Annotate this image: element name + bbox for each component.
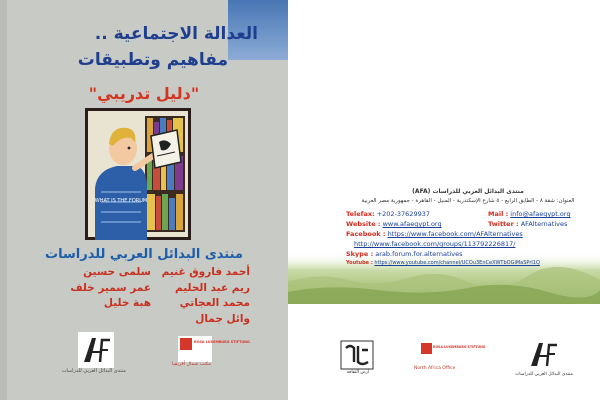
telefax-label: Telefax: [346, 210, 375, 218]
youtube-row [346, 260, 540, 266]
afa-logo-icon [78, 332, 114, 368]
author-name: محمد العجاتي [179, 297, 250, 309]
forum-name: منتدى البدائل العربي للدراسات [45, 247, 243, 262]
website-row [346, 220, 442, 228]
youtube-label: Youtube : [346, 260, 373, 266]
illustration-caption: WHAT IS THE FORUM [94, 198, 148, 204]
book-subtitle: "دليل تدريبي" [88, 84, 200, 103]
skype-value: arab.forum.for.alternatives [375, 250, 463, 258]
author-list [60, 266, 250, 326]
mail-label: Mail : [488, 210, 509, 218]
book-title-line1: العدالة الاجتماعية .. [94, 24, 258, 44]
rosa-logo-caption: مكتب شمال أفريقيا [172, 362, 212, 367]
twitter-label: Twitter : [488, 220, 519, 228]
facebook-link[interactable]: https://www.facebook.com/AFAlternatives [387, 230, 523, 238]
author-name: عمر سمير خلف [70, 281, 151, 294]
afa-back-logo-caption: منتدى البدائل العربي للدراسات [515, 372, 573, 377]
back-cover [288, 0, 600, 400]
rosa-back-logo-text: ROSA LUXEMBURG STIFTUNG [433, 345, 486, 349]
culture-logo-icon [340, 340, 374, 370]
mail-row [488, 210, 571, 218]
afa-logo-caption: منتدى البدائل العربي للدراسات [61, 368, 126, 374]
website-link[interactable]: www.afaegypt.org [382, 220, 442, 228]
twitter-row [488, 220, 567, 228]
cover-illustration [85, 108, 191, 240]
telefax-row [346, 210, 430, 218]
address: العنوان: شقة ٨ - الطابق الرابع - ٥ شارع الإسكندرية - المنيل - القاهرة - جمهورية مصر العربية [361, 198, 575, 204]
skype-row [346, 250, 463, 258]
open-book-icon [151, 130, 181, 168]
front-cover [0, 0, 288, 400]
website-label: Website : [346, 220, 381, 228]
youtube-link[interactable]: https://www.youtube.com/channel/UCOu3EnCeXWTbOGiMaSPrl1Q [374, 260, 540, 266]
mail-link[interactable]: info@afaegypt.org [510, 210, 571, 218]
afa-back-logo-icon [526, 338, 560, 370]
author-name: وائل جمال [195, 312, 250, 325]
rosa-back-logo-caption: North Africa Office [414, 366, 456, 371]
twitter-value[interactable]: AFAlternatives [520, 220, 568, 228]
spine [0, 0, 7, 400]
rosa-logo-text: ROSA LUXEMBURG STIFTUNG [194, 340, 250, 344]
facebook-group-row [354, 240, 515, 248]
facebook-group-link[interactable]: http://www.facebook.com/groups/113792226817/ [354, 240, 516, 248]
facebook-label: Facebook : [346, 230, 386, 238]
telefax-value: +202-37629937 [376, 210, 430, 218]
author-name: ريم عبد الحليم [175, 281, 250, 294]
organization-name: منتدى البدائل العربي للدراسات (AFA) [412, 188, 524, 195]
author-name: هبة خليل [103, 297, 151, 309]
culture-logo-caption: أرض الثقافة [346, 370, 370, 375]
author-name: سلمى حسين [83, 266, 151, 278]
facebook-row [346, 230, 523, 238]
author-name: أحمد فاروق غنيم [161, 266, 250, 278]
book-title-line2: مفاهيم وتطبيقات [77, 50, 228, 70]
rosa-luxemburg-logo-icon [178, 336, 250, 362]
rosa-luxemburg-back-logo-icon [420, 342, 486, 366]
skype-label: Skype : [346, 250, 374, 258]
